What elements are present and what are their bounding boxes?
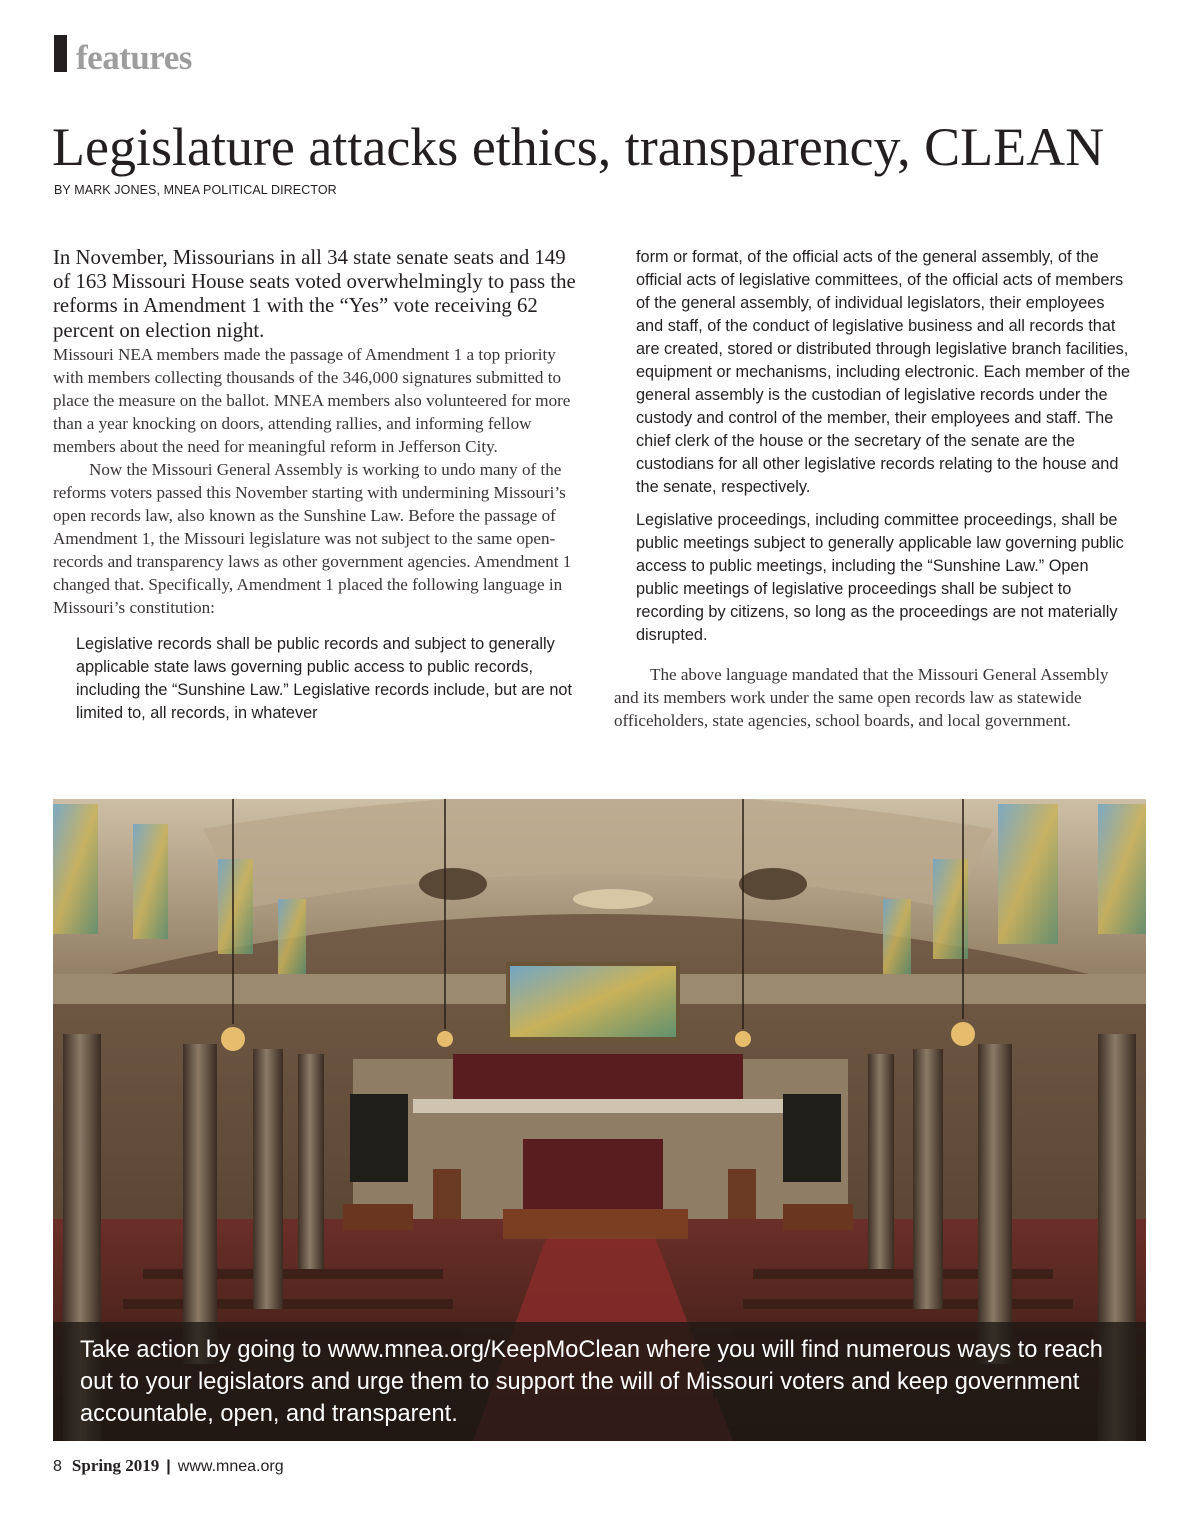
amendment-quote-proceedings: Legislative proceedings, including committee proceedings, shall be public meetings subject to generally applicable law governing public access to public meetings, including the “Sunshine Law.” Open public meetings of legislative proceedings shall be subject to recording by citizens, so long as the proceedings are not materially disrupted. bbox=[636, 511, 1124, 644]
house-chamber-photo bbox=[53, 799, 1146, 1441]
footer-separator: | bbox=[166, 1458, 171, 1475]
caption-band bbox=[53, 1322, 1146, 1441]
section-tag bbox=[54, 35, 192, 77]
section-label: features bbox=[76, 38, 192, 77]
photo-caption: Take action by going to www.mnea.org/KeepMoClean where you will find numerous ways to reach out to your legislators and urge them to support the will of Missouri voters and keep government accountable, open, and transparent. bbox=[80, 1337, 1103, 1427]
body-paragraph: Now the Missouri General Assembly is working to undo many of the reforms voters passed this November starting with undermining Missouri’s open records law, also known as the Sunshine Law. Before the passage of Amendment 1, the Missouri legislature was not subject to the same open-records and transparency laws as other government agencies. Amendment 1 changed that. Specifically, Amendment 1 placed the following language in Missouri’s constitution: bbox=[53, 459, 572, 617]
page-number: 8 bbox=[53, 1458, 62, 1475]
headline: Legislature attacks ethics, transparency, CLEAN bbox=[52, 117, 1105, 177]
left-column bbox=[53, 246, 580, 725]
issue-label: Spring 2019 bbox=[71, 1456, 160, 1475]
lead-paragraph: In November, Missourians in all 34 state senate seats and 149 of 163 Missouri House seats voted overwhelmingly to pass the reforms in Amendment 1 with the “Yes” vote receiving 62 percent on election night. bbox=[53, 246, 576, 342]
section-bar bbox=[54, 35, 67, 72]
byline: BY MARK JONES, MNEA POLITICAL DIRECTOR bbox=[54, 183, 337, 197]
body-paragraph: The above language mandated that the Missouri General Assembly and its members work under the same open records law as statewide officeholders, state agencies, school boards, and local government. bbox=[614, 665, 1109, 730]
amendment-quote: Legislative records shall be public records and subject to generally applicable state laws governing public access to public records, including the “Sunshine Law.” Legislative records include, but are not limited to, all records, in whatever bbox=[76, 634, 572, 722]
right-column bbox=[614, 246, 1134, 732]
body-paragraph: Missouri NEA members made the passage of Amendment 1 a top priority with members collecting thousands of the 346,000 signatures submitted to place the measure on the ballot. MNEA members also volunteered for more than a year knocking on doors, attending rallies, and informing fellow members about the need for meaningful reform in Jefferson City. bbox=[53, 344, 571, 456]
amendment-quote-continued: form or format, of the official acts of the general assembly, of the official acts of legislative committees, of the official acts of members of the general assembly, of individual legislators, their employees and staff, of the conduct of legislative business and all records that are created, stored or distributed through legislative branch facilities, equipment or mechanisms, including electronic. Each member of the general assembly is the custodian of legislative records under the custody and control of the member, their employees and staff. The chief clerk of the house or the secretary of the senate are the custodians for all other legislative records relating to the house and the senate, respectively. bbox=[636, 248, 1131, 496]
website-link[interactable]: www.mnea.org bbox=[177, 1458, 284, 1475]
page-footer bbox=[53, 1456, 284, 1476]
